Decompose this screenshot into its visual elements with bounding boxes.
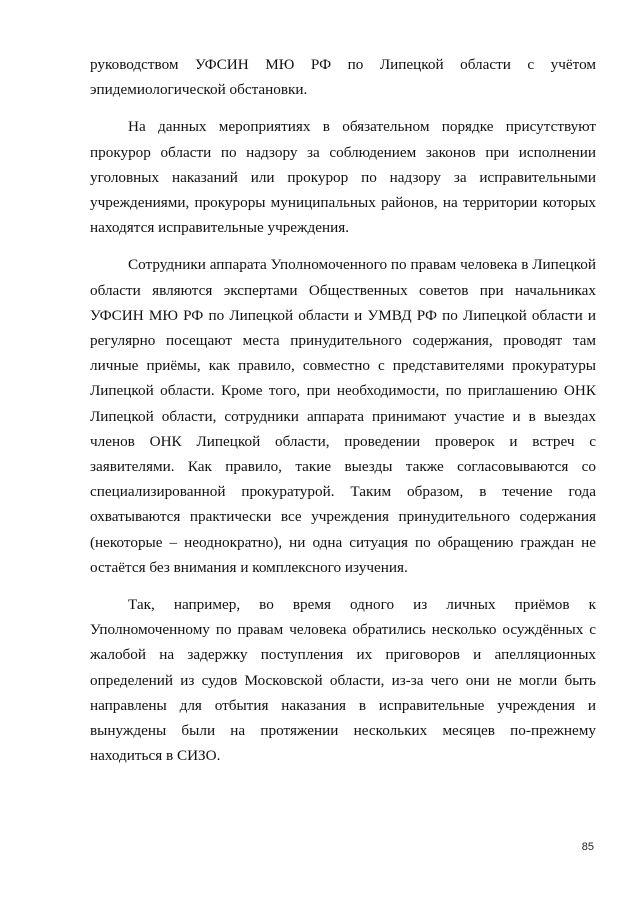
document-page bbox=[90, 52, 596, 780]
paragraph-prosecutors: На данных мероприятиях в обязательном порядке присутствуют прокурор области по надзору за соблюдением законов при исполнении уголовных наказаний или прокурор по надзору за исправительными учреждениями, прокуроры муниципальных районов, на территории которых находятся исправительные учреждения. bbox=[90, 118, 596, 237]
paragraph-ombudsman-staff: Сотрудники аппарата Уполномоченного по правам человека в Липецкой области являются экспертами Общественных советов при начальниках УФСИН МЮ РФ по Липецкой области и УМВД РФ по Липецкой области и регулярно посещают места принудительного содержания, проводят там личные приёмы, как правило, совместно с представителями прокуратуры Липецкой области. Кроме того, при необходимости, по приглашению ОНК Липецкой области, сотрудники аппарата принимают участие и в выездах членов ОНК Липецкой области, проведении проверок и встреч с заявителями. Как правило, такие выезды также согласовываются со специализированной прокуратурой. Таким образом, в течение года охватываются практически все учреждения принудительного содержания (некоторые – неоднократно), ни одна ситуация по обращению граждан не остаётся без внимания и комплексного изучения. bbox=[90, 256, 596, 576]
paragraph-continuation: руководством УФСИН МЮ РФ по Липецкой области с учётом эпидемиологической обстановки. bbox=[90, 56, 596, 99]
paragraph-example: Так, например, во время одного из личных приёмов к Уполномоченному по правам человека обратились несколько осуждённых с жалобой на задержку поступления их приговоров и апелляционных определений из судов Московской области, из-за чего они не могли быть направлены для отбытия наказания в исправительные учреждения и вынуждены были на протяжении нескольких месяцев по-прежнему находиться в СИЗО. bbox=[90, 596, 596, 765]
page-number: 85 bbox=[581, 841, 594, 853]
